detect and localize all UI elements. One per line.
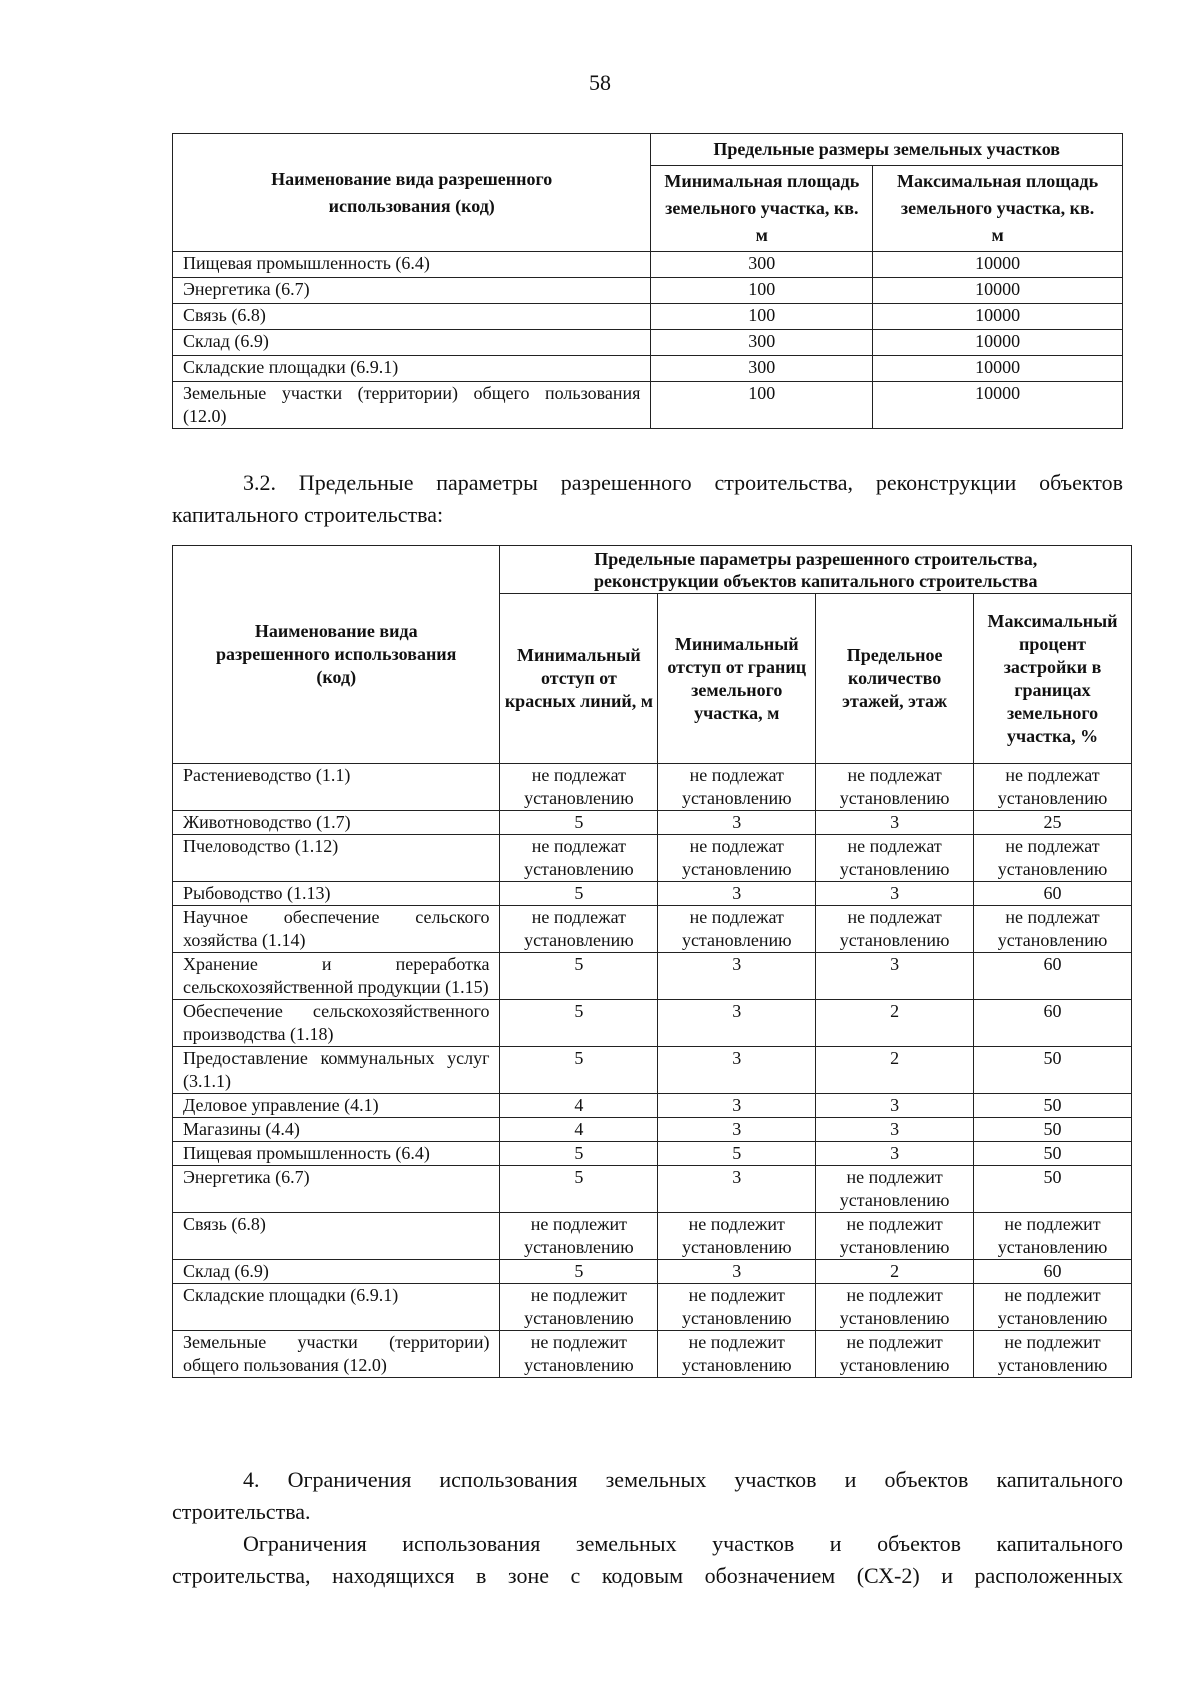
t2-cell-floors: 3 <box>816 811 974 835</box>
t2-cell-red-line-setback: 5 <box>500 953 658 1000</box>
t2-row <box>173 1142 1132 1166</box>
section-4-para-line2: строительства, находящихся в зоне с кодовым обозначением (СХ-2) и расположенных <box>172 1563 1123 1588</box>
page-number: 58 <box>589 70 611 95</box>
t2-cell-red-line-setback: 4 <box>500 1094 658 1118</box>
t2-cell-red-line-setback: не подлежат установлению <box>500 835 658 882</box>
t2-cell-coverage: не подлежат установлению <box>974 906 1132 953</box>
section-3-2-line1: 3.2. Предельные параметры разрешенного строительства, реконструкции объектов <box>243 470 1123 495</box>
t2-cell-floors: не подлежат установлению <box>816 906 974 953</box>
t2-cell-floors: не подлежит установлению <box>816 1213 974 1260</box>
t2-header-name: Наименование вида разрешенного использования (код) <box>173 546 500 764</box>
t2-cell-red-line-setback: 4 <box>500 1118 658 1142</box>
section-4-line2: строительства. <box>172 1499 311 1524</box>
t2-cell-red-line-setback: 5 <box>500 1142 658 1166</box>
t2-cell-boundary-setback: 3 <box>658 882 816 906</box>
t1-cell-name: Складские площадки (6.9.1) <box>173 356 651 382</box>
t2-cell-red-line-setback: 5 <box>500 1000 658 1047</box>
t2-row <box>173 1047 1132 1094</box>
t1-cell-min-area: 100 <box>651 278 873 304</box>
t1-cell-min-area: 300 <box>651 252 873 278</box>
t2-cell-name: Обеспечение сельскохозяйственного производства (1.18) <box>173 1000 500 1047</box>
construction-parameters-table <box>172 545 1132 1378</box>
t1-cell-min-area: 300 <box>651 330 873 356</box>
t2-cell-boundary-setback: не подлежат установлению <box>658 835 816 882</box>
t1-row <box>173 356 1123 382</box>
t2-header-col4: Максимальный процент застройки в границах земельного участка, % <box>974 594 1132 764</box>
t2-row <box>173 1166 1132 1213</box>
t2-cell-coverage: 50 <box>974 1142 1132 1166</box>
t2-cell-floors: 3 <box>816 953 974 1000</box>
t2-cell-boundary-setback: 3 <box>658 1094 816 1118</box>
t1-cell-name: Энергетика (6.7) <box>173 278 651 304</box>
t1-cell-min-area: 100 <box>651 382 873 429</box>
t2-cell-red-line-setback: не подлежит установлению <box>500 1331 658 1378</box>
t2-cell-coverage: не подлежит установлению <box>974 1213 1132 1260</box>
t2-cell-boundary-setback: 3 <box>658 1260 816 1284</box>
t2-cell-floors: не подлежит установлению <box>816 1166 974 1213</box>
t2-cell-coverage: 50 <box>974 1118 1132 1142</box>
t2-cell-boundary-setback: 3 <box>658 811 816 835</box>
section-4-line1: 4. Ограничения использования земельных участков и объектов капитального <box>243 1467 1123 1492</box>
t2-cell-red-line-setback: не подлежат установлению <box>500 906 658 953</box>
t2-cell-name: Энергетика (6.7) <box>173 1166 500 1213</box>
t2-cell-name: Хранение и переработка сельскохозяйственной продукции (1.15) <box>173 953 500 1000</box>
t1-row <box>173 278 1123 304</box>
t2-cell-coverage: 50 <box>974 1094 1132 1118</box>
t2-cell-boundary-setback: не подлежит установлению <box>658 1213 816 1260</box>
t2-cell-floors: не подлежат установлению <box>816 764 974 811</box>
t2-cell-name: Земельные участки (территории) общего пользования (12.0) <box>173 1331 500 1378</box>
section-4 <box>172 1464 1123 1592</box>
t2-cell-floors: 3 <box>816 1094 974 1118</box>
t2-header-group: Предельные параметры разрешенного строительства, реконструкции объектов капитального строительства <box>500 546 1132 594</box>
t2-header-col2: Минимальный отступ от границ земельного участка, м <box>658 594 816 764</box>
t2-row <box>173 1260 1132 1284</box>
t1-cell-max-area: 10000 <box>873 252 1123 278</box>
t1-header-name: Наименование вида разрешенного использования (код) <box>173 134 651 252</box>
t2-cell-name: Рыбоводство (1.13) <box>173 882 500 906</box>
t1-cell-max-area: 10000 <box>873 356 1123 382</box>
t2-cell-coverage: 60 <box>974 1000 1132 1047</box>
t2-cell-floors: не подлежат установлению <box>816 835 974 882</box>
t2-cell-boundary-setback: 3 <box>658 1047 816 1094</box>
t2-row <box>173 953 1132 1000</box>
section-4-para-line1: Ограничения использования земельных участков и объектов капитального <box>243 1531 1123 1556</box>
t2-row <box>173 1000 1132 1047</box>
t2-cell-red-line-setback: не подлежит установлению <box>500 1284 658 1331</box>
t2-row <box>173 906 1132 953</box>
t1-header-min-area: Минимальная площадь земельного участка, кв. м <box>651 166 873 252</box>
t2-cell-floors: 2 <box>816 1047 974 1094</box>
t1-row <box>173 382 1123 429</box>
t2-cell-floors: 3 <box>816 882 974 906</box>
t2-cell-floors: 3 <box>816 1142 974 1166</box>
t2-cell-coverage: 60 <box>974 1260 1132 1284</box>
t2-cell-boundary-setback: не подлежат установлению <box>658 764 816 811</box>
t2-cell-red-line-setback: 5 <box>500 882 658 906</box>
t1-header-max-area: Максимальная площадь земельного участка, кв. м <box>873 166 1123 252</box>
t2-cell-red-line-setback: не подлежит установлению <box>500 1213 658 1260</box>
t2-cell-floors: 3 <box>816 1118 974 1142</box>
t2-cell-name: Научное обеспечение сельского хозяйства (1.14) <box>173 906 500 953</box>
t2-cell-coverage: 60 <box>974 953 1132 1000</box>
t2-cell-floors: 2 <box>816 1000 974 1047</box>
t2-header-col1: Минимальный отступ от красных линий, м <box>500 594 658 764</box>
t1-row <box>173 252 1123 278</box>
t2-cell-name: Складские площадки (6.9.1) <box>173 1284 500 1331</box>
t2-cell-floors: не подлежит установлению <box>816 1284 974 1331</box>
t2-cell-name: Пищевая промышленность (6.4) <box>173 1142 500 1166</box>
t2-cell-boundary-setback: не подлежит установлению <box>658 1331 816 1378</box>
t2-row <box>173 1094 1132 1118</box>
t2-cell-name: Животноводство (1.7) <box>173 811 500 835</box>
t2-cell-red-line-setback: 5 <box>500 1260 658 1284</box>
t2-cell-red-line-setback: 5 <box>500 1166 658 1213</box>
t2-cell-floors: 2 <box>816 1260 974 1284</box>
t2-row <box>173 764 1132 811</box>
t1-cell-name: Связь (6.8) <box>173 304 651 330</box>
t2-cell-red-line-setback: не подлежат установлению <box>500 764 658 811</box>
t2-row <box>173 1284 1132 1331</box>
t1-cell-name: Пищевая промышленность (6.4) <box>173 252 651 278</box>
t2-cell-coverage: 50 <box>974 1047 1132 1094</box>
t2-cell-boundary-setback: 5 <box>658 1142 816 1166</box>
t1-cell-name: Земельные участки (территории) общего пользования (12.0) <box>173 382 651 429</box>
t2-cell-coverage: не подлежат установлению <box>974 835 1132 882</box>
t2-cell-coverage: не подлежит установлению <box>974 1284 1132 1331</box>
land-plot-size-table <box>172 133 1123 429</box>
t2-row <box>173 811 1132 835</box>
t2-cell-boundary-setback: не подлежат установлению <box>658 906 816 953</box>
t1-cell-max-area: 10000 <box>873 278 1123 304</box>
t2-cell-name: Деловое управление (4.1) <box>173 1094 500 1118</box>
t2-cell-name: Пчеловодство (1.12) <box>173 835 500 882</box>
section-3-2-line2: капитального строительства: <box>172 502 444 527</box>
t2-cell-red-line-setback: 5 <box>500 811 658 835</box>
t2-header-col3: Предельное количество этажей, этаж <box>816 594 974 764</box>
t2-cell-coverage: 25 <box>974 811 1132 835</box>
t2-cell-coverage: не подлежит установлению <box>974 1331 1132 1378</box>
t2-cell-name: Склад (6.9) <box>173 1260 500 1284</box>
t2-cell-coverage: не подлежат установлению <box>974 764 1132 811</box>
t2-cell-name: Предоставление коммунальных услуг (3.1.1) <box>173 1047 500 1094</box>
t1-row <box>173 304 1123 330</box>
t2-cell-coverage: 50 <box>974 1166 1132 1213</box>
t2-cell-boundary-setback: 3 <box>658 953 816 1000</box>
t1-cell-max-area: 10000 <box>873 382 1123 429</box>
t2-row <box>173 882 1132 906</box>
t2-cell-floors: не подлежит установлению <box>816 1331 974 1378</box>
t1-header-group: Предельные размеры земельных участков <box>651 134 1123 166</box>
t1-cell-min-area: 300 <box>651 356 873 382</box>
t2-cell-boundary-setback: 3 <box>658 1000 816 1047</box>
t2-cell-coverage: 60 <box>974 882 1132 906</box>
t1-row <box>173 330 1123 356</box>
t1-cell-max-area: 10000 <box>873 304 1123 330</box>
t2-row <box>173 835 1132 882</box>
t2-cell-red-line-setback: 5 <box>500 1047 658 1094</box>
t2-cell-boundary-setback: 3 <box>658 1118 816 1142</box>
t2-row <box>173 1118 1132 1142</box>
t1-cell-name: Склад (6.9) <box>173 330 651 356</box>
section-3-2-heading <box>172 467 1123 531</box>
t2-cell-boundary-setback: 3 <box>658 1166 816 1213</box>
t2-cell-name: Магазины (4.4) <box>173 1118 500 1142</box>
t2-cell-name: Связь (6.8) <box>173 1213 500 1260</box>
t2-row <box>173 1331 1132 1378</box>
t1-cell-max-area: 10000 <box>873 330 1123 356</box>
t1-cell-min-area: 100 <box>651 304 873 330</box>
t2-row <box>173 1213 1132 1260</box>
t2-cell-name: Растениеводство (1.1) <box>173 764 500 811</box>
t2-cell-boundary-setback: не подлежит установлению <box>658 1284 816 1331</box>
